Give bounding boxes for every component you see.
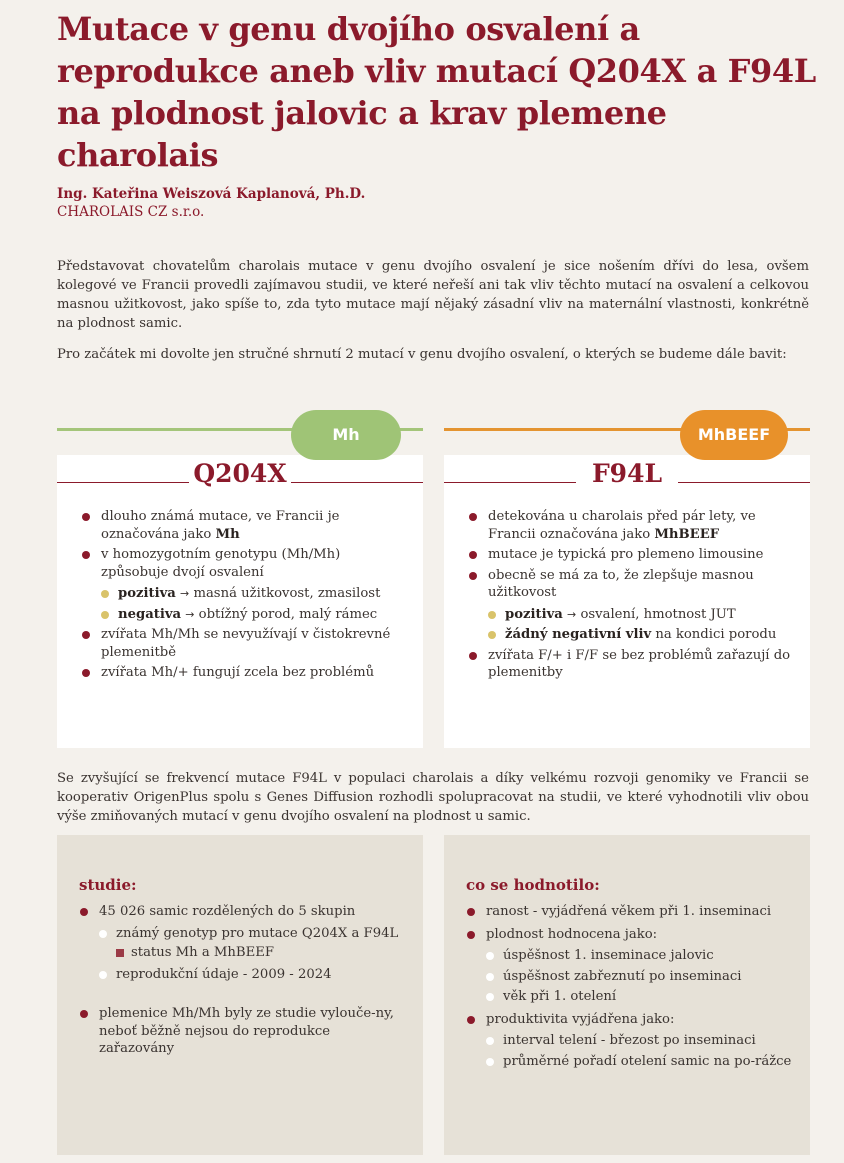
bullet-list — [466, 903, 796, 1075]
item-text: na kondici porodu — [651, 627, 777, 642]
sub-list — [99, 925, 409, 984]
author-organization: CHAROLAIS CZ s.r.o. — [57, 204, 205, 220]
item-text: masná užitkovost, zmasilost — [189, 586, 381, 601]
sub-list-item — [101, 606, 406, 624]
mh-badge: Mh — [291, 410, 401, 460]
arrow-icon: → — [185, 607, 195, 621]
item-text: dlouho známá mutace, ve Francii je označována jako — [101, 509, 340, 542]
study-paragraph: Se zvyšující se frekvencí mutace F94L v populaci charolais a díky velkému rozvoji genomiky ve Francii se kooperativ OrigenPlus spolu s Genes Diffusion rozhodli spolupracovat na studii, ve které vyhodnotili vliv obou výše zmiňovaných mutací v genu dvojího osvalení na plodnost u samic. — [57, 771, 809, 824]
sub-list — [101, 585, 406, 623]
item-text: obtížný porod, malý rámec — [194, 606, 378, 622]
item-text: 45 026 samic rozdělených do 5 skupin — [99, 904, 356, 919]
list-item — [81, 508, 406, 543]
sub-list-item: úspěšnost 1. inseminace jalovic — [486, 947, 796, 965]
box-title: co se hodnotilo: — [466, 876, 600, 894]
intro-paragraph: Představovat chovatelům charolais mutace v genu dvojího osvalení je sice nošením dřívi do lesa, ovšem kolegové ve Francii provedli zajímavou studii, ve které neřeší ani tak vliv těchto mutací na osvalení a celkovou masnou užitkovost, jako spíše to, zda tyto mutace mají nějaký zásadní vliv na maternální vlastnosti, konkrétně na plodnost samic. — [57, 259, 809, 331]
sub-list-item — [488, 606, 793, 624]
list-item: zvířata F/+ i F/F se bez problémů zařazují do plemenitby — [468, 647, 793, 682]
item-bold: negativa — [118, 606, 182, 622]
item-text: osvalení, hmotnost JUT — [576, 606, 736, 622]
item-text: obecně se má za to, že zlepšuje masnou užitkovost — [488, 567, 754, 600]
card-title: F94L — [591, 459, 663, 488]
list-item: plemenice Mh/Mh byly ze studie vylouče-ny, neboť běžně nejsou do reprodukce zařazovány — [79, 1005, 409, 1058]
bullet-list — [468, 508, 793, 685]
item-bold: MhBEEF — [654, 526, 720, 542]
arrow-icon: → — [180, 587, 190, 600]
sub-list-item — [488, 626, 793, 644]
sub-list — [486, 1032, 796, 1070]
item-bold: žádný negativní vliv — [505, 627, 652, 642]
author-block — [57, 185, 365, 221]
article-title: Mutace v genu dvojího osvalení a reprodukce aneb vliv mutací Q204X a F94L na plodnost jalovic a krav plemene charolais — [57, 10, 816, 174]
sub-list-item — [101, 585, 406, 603]
author-name: Ing. Kateřina Weiszová Kaplanová, Ph.D. — [57, 186, 366, 202]
sub-list-item: reprodukční údaje - 2009 - 2024 — [99, 966, 409, 984]
list-item: zvířata Mh/+ fungují zcela bez problémů — [81, 664, 406, 682]
list-item — [468, 508, 793, 543]
card-title: Q204X — [193, 459, 287, 488]
sub-list-item: průměrné pořadí otelení samic na po-rážce — [486, 1053, 796, 1071]
item-bold: pozitiva — [505, 606, 563, 622]
box-title: studie: — [79, 876, 137, 894]
sub-list — [488, 606, 793, 644]
sub-list-item: úspěšnost zabřeznutí po inseminaci — [486, 968, 796, 986]
list-item — [466, 1011, 796, 1071]
mutation-card-q204x — [57, 410, 423, 748]
item-bold: pozitiva — [118, 586, 176, 601]
study-box — [57, 835, 423, 1155]
sub-sub-list-item: status Mh a MhBEEF — [116, 944, 409, 962]
list-item — [79, 903, 409, 983]
sub-list-item: věk při 1. otelení — [486, 988, 796, 1006]
list-item: zvířata Mh/Mh se nevyužívají v čistokrevné plemenitbě — [81, 626, 406, 661]
item-text: známý genotyp pro mutace Q204X a F94L — [116, 925, 399, 941]
arrow-icon: → — [567, 607, 577, 621]
list-item — [466, 926, 796, 1006]
sub-sub-list — [116, 944, 409, 962]
item-text: plodnost hodnocena jako: — [486, 926, 658, 942]
list-item — [81, 546, 406, 623]
sub-list-item: interval telení - březost po inseminaci — [486, 1032, 796, 1050]
bullet-list — [81, 508, 406, 685]
sub-list-item — [99, 925, 409, 962]
item-text: v homozygotním genotypu (Mh/Mh) způsobuje dvojí osvalení — [101, 547, 341, 580]
mhbeef-badge: MhBEEF — [680, 410, 788, 460]
bullet-list — [79, 903, 409, 1063]
sub-list — [486, 947, 796, 1006]
list-item — [468, 567, 793, 644]
intro-lead-paragraph: Pro začátek mi dovolte jen stručné shrnutí 2 mutací v genu dvojího osvalení, o kterých se budeme dále bavit: — [57, 347, 787, 362]
list-item: ranost - vyjádřená věkem při 1. inseminaci — [466, 903, 796, 921]
item-text: produktivita vyjádřena jako: — [486, 1011, 675, 1027]
evaluation-box — [444, 835, 810, 1155]
item-bold: Mh — [215, 526, 240, 542]
item-text: detekována u charolais před pár lety, ve Francii označována jako — [488, 509, 756, 542]
mutation-card-f94l — [444, 410, 810, 748]
list-item: mutace je typická pro plemeno limousine — [468, 546, 793, 564]
